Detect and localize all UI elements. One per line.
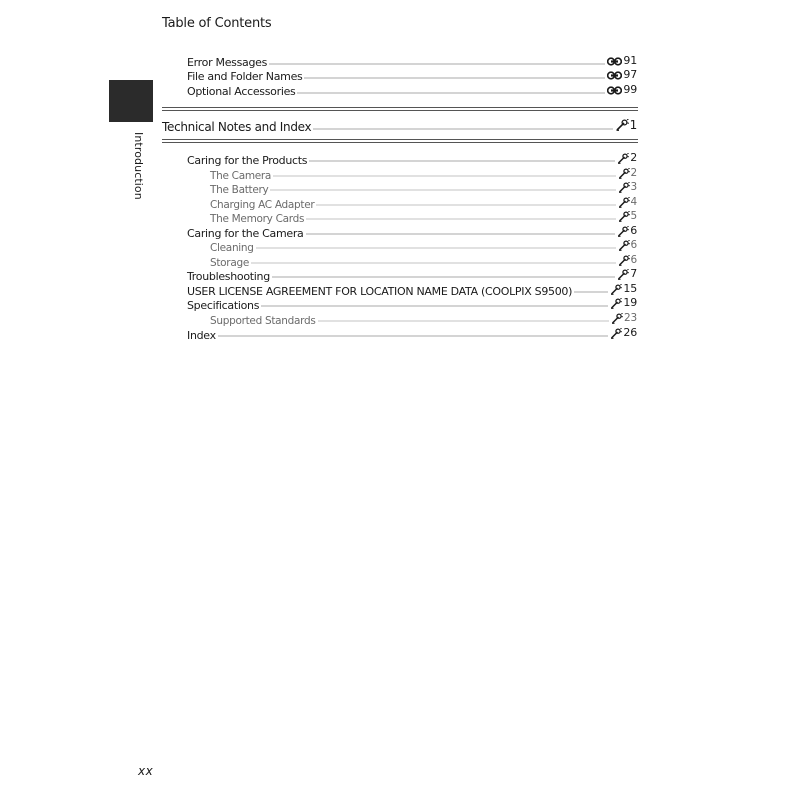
technical-notes-icon [617, 153, 629, 164]
toc-item-page: 7 [617, 267, 637, 281]
chapter-tab-marker [109, 80, 153, 122]
leader-dots [304, 77, 605, 79]
toc-item-caring-camera[interactable] [187, 224, 637, 238]
section-rule-bottom [162, 139, 638, 140]
section-rule-top [162, 107, 638, 108]
toc-subitem-charging-ac-adapter[interactable] [210, 195, 637, 209]
toc-item-page: 3 [618, 180, 637, 194]
toc-item-index[interactable] [187, 326, 637, 340]
technical-notes-icon [617, 269, 629, 280]
leader-dots [306, 233, 616, 235]
toc-item-label: Cleaning [210, 241, 254, 254]
technical-notes-icon [618, 211, 630, 222]
toc-subitem-memory-cards[interactable] [210, 209, 637, 223]
toc-item-label: Index [187, 328, 216, 342]
leader-dots [273, 175, 615, 177]
toc-subitem-the-camera[interactable] [210, 166, 637, 180]
toc-item-label: File and Folder Names [187, 69, 303, 83]
technical-notes-icon [618, 255, 630, 266]
leader-dots [270, 189, 615, 191]
toc-item-specifications[interactable] [187, 296, 637, 310]
toc-item-troubleshooting[interactable] [187, 267, 637, 281]
toc-section-technical-notes[interactable] [162, 117, 637, 133]
reference-icon [607, 57, 622, 66]
leader-dots [316, 204, 615, 206]
toc-item-label: Troubleshooting [187, 269, 270, 283]
leader-dots [309, 160, 615, 162]
chapter-tab-label: Introduction [132, 132, 145, 200]
technical-notes-icon [618, 197, 630, 208]
toc-section-label: Technical Notes and Index [162, 120, 312, 134]
leader-dots [313, 128, 612, 130]
toc-item-label: The Memory Cards [210, 212, 305, 225]
technical-notes-icon [618, 168, 630, 179]
toc-subitem-the-battery[interactable] [210, 180, 637, 194]
toc-item-page: 99 [607, 83, 637, 97]
leader-dots [574, 291, 608, 293]
toc-item-label: Storage [210, 256, 249, 269]
toc-item-label: Optional Accessories [187, 84, 296, 98]
toc-item-file-folder-names[interactable] [187, 68, 637, 82]
technical-notes-icon [610, 328, 622, 339]
toc-item-label: Specifications [187, 298, 260, 312]
toc-item-user-license-agreement[interactable] [187, 282, 637, 296]
leader-dots [256, 247, 616, 249]
technical-notes-icon [610, 298, 622, 309]
toc-item-page: 23 [611, 311, 637, 325]
toc-item-page: 2 [618, 166, 637, 180]
toc-subitem-storage[interactable] [210, 253, 637, 267]
leader-dots [318, 320, 610, 322]
toc-item-page: 6 [618, 253, 637, 267]
toc-item-caring-products[interactable] [187, 151, 637, 165]
section-rule-bottom-inner [162, 142, 638, 143]
technical-notes-icon [611, 313, 623, 324]
leader-dots [251, 262, 616, 264]
technical-notes-icon [618, 182, 630, 193]
toc-item-label: Error Messages [187, 55, 268, 69]
leader-dots [269, 63, 605, 65]
toc-item-page: 5 [618, 209, 637, 223]
toc-item-page: 91 [607, 54, 637, 68]
toc-item-page: 19 [610, 296, 637, 310]
toc-section-page: 1 [615, 117, 637, 133]
toc-subitem-supported-standards[interactable] [210, 311, 637, 325]
technical-notes-icon [610, 284, 622, 295]
page-title: Table of Contents [162, 16, 272, 31]
toc-item-label: The Battery [210, 183, 269, 196]
leader-dots [218, 335, 609, 337]
reference-icon [607, 71, 622, 80]
toc-item-page: 2 [617, 151, 637, 165]
leader-dots [272, 276, 615, 278]
technical-notes-icon [618, 240, 630, 251]
toc-item-page: 6 [618, 238, 637, 252]
section-rule-top-inner [162, 110, 638, 111]
toc-item-page: 97 [607, 68, 637, 82]
toc-item-label: Charging AC Adapter [210, 198, 315, 211]
toc-item-label: Caring for the Camera [187, 226, 304, 240]
toc-item-label: USER LICENSE AGREEMENT FOR LOCATION NAME DATA (COOLPIX S9500) [187, 284, 573, 298]
toc-item-label: Caring for the Products [187, 153, 308, 167]
toc-item-page: 15 [610, 282, 637, 296]
toc-item-page: 6 [617, 224, 637, 238]
leader-dots [306, 218, 615, 220]
toc-item-error-messages[interactable] [187, 54, 637, 68]
toc-subitem-cleaning[interactable] [210, 238, 637, 252]
page-number: xx [138, 764, 154, 778]
leader-dots [297, 92, 605, 94]
technical-notes-icon [615, 119, 629, 131]
technical-notes-icon [617, 226, 629, 237]
toc-item-label: Supported Standards [210, 314, 316, 327]
leader-dots [261, 305, 608, 307]
reference-icon [607, 86, 622, 95]
toc-item-page: 26 [610, 326, 637, 340]
toc-item-page: 4 [618, 195, 637, 209]
toc-item-optional-accessories[interactable] [187, 83, 637, 97]
toc-item-label: The Camera [210, 169, 272, 182]
